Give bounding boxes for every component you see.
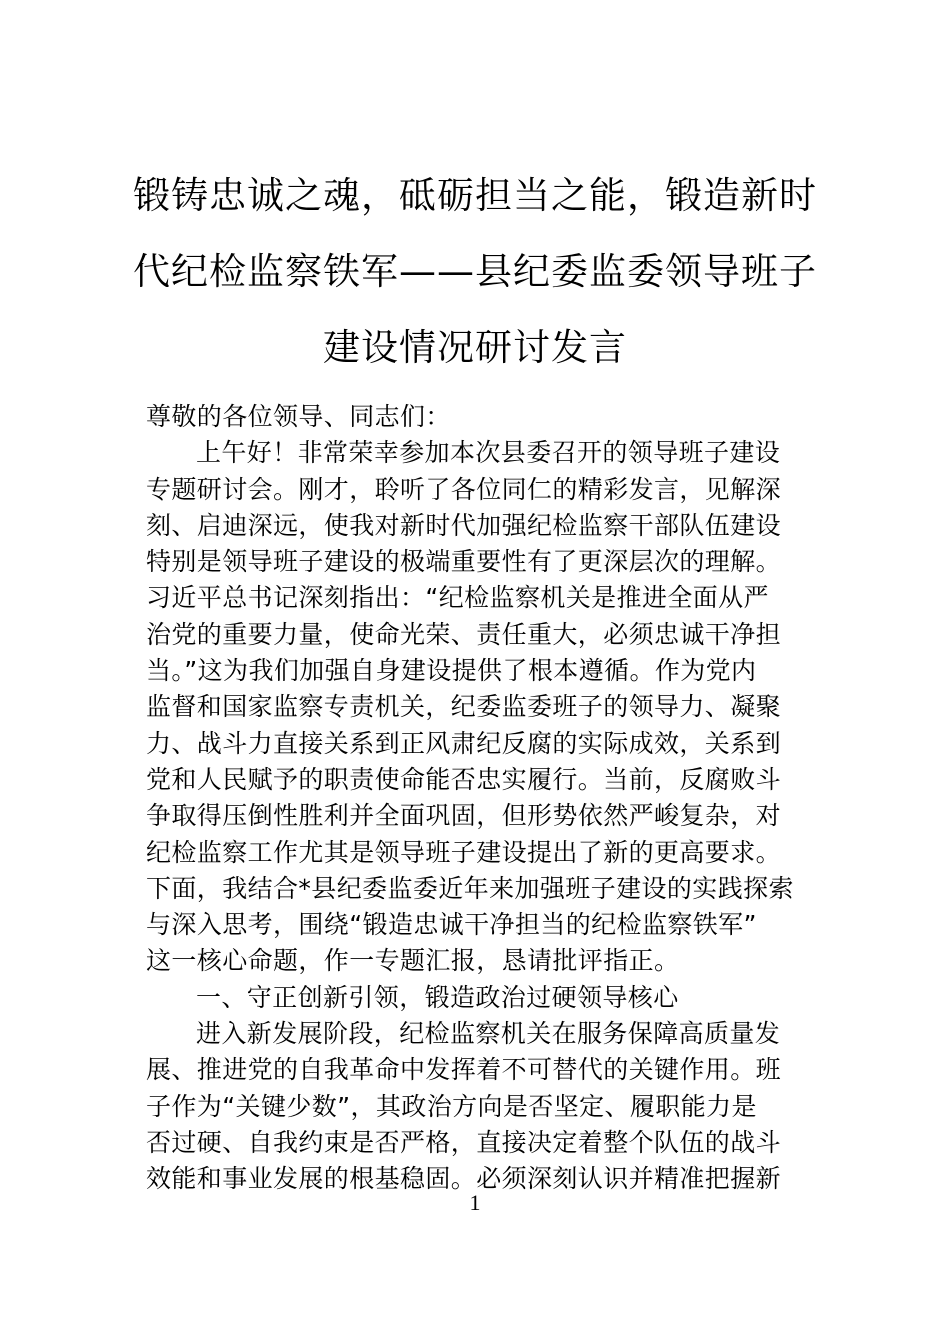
- salutation: 尊敬的各位领导、同志们：: [146, 402, 451, 431]
- paragraph-line: 当。”这为我们加强自身建设提供了根本遵循。作为党内: [146, 656, 757, 686]
- paragraph-line: 这一核心命题，作一专题汇报，恳请批评指正。: [146, 946, 680, 976]
- paragraph-line: 争取得压倒性胜利并全面巩固，但形势依然严峻复杂，对: [146, 801, 782, 831]
- paragraph-line: 监督和国家监察专责机关，纪委监委班子的领导力、凝聚: [146, 692, 782, 722]
- paragraph-line: 刻、启迪深远，使我对新时代加强纪检监察干部队伍建设: [146, 510, 782, 540]
- document-body: [146, 399, 811, 1198]
- page-number: 1: [469, 1190, 481, 1215]
- paragraph-line: 子作为“关键少数”，其政治方向是否坚定、履职能力是: [146, 1091, 757, 1121]
- paragraph-line: 特别是领导班子建设的极端重要性有了更深层次的理解。: [146, 547, 782, 577]
- paragraph-line: 上午好！非常荣幸参加本次县委召开的领导班子建设: [196, 438, 781, 468]
- paragraph-line: 专题研讨会。刚才，聆听了各位同仁的精彩发言，见解深: [146, 474, 782, 504]
- paragraph-line: 展、推进党的自我革命中发挥着不可替代的关键作用。班: [146, 1055, 782, 1085]
- title-line: 锻铸忠诚之魂，砥砺担当之能，锻造新时: [133, 174, 817, 217]
- paragraph-line: 习近平总书记深刻指出：“纪检监察机关是推进全面从严: [146, 583, 769, 613]
- paragraph-line: 治党的重要力量，使命光荣、责任重大，必须忠诚干净担: [146, 619, 782, 649]
- title-line: 代纪检监察铁军——县纪委监委领导班子: [133, 250, 817, 293]
- section-heading: 一、守正创新引领，锻造政治过硬领导核心: [196, 982, 679, 1012]
- paragraph-line: 纪检监察工作尤其是领导班子建设提出了新的更高要求。: [146, 837, 782, 867]
- document-title: [130, 158, 820, 386]
- paragraph-line: 与深入思考，围绕“锻造忠诚干净担当的纪检监察铁军”: [146, 910, 757, 940]
- paragraph-line: 效能和事业发展的根基稳固。必须深刻认识并精准把握新: [146, 1164, 782, 1194]
- paragraph-line: 力、战斗力直接关系到正风肃纪反腐的实际成效，关系到: [146, 728, 782, 758]
- paragraph-line: 党和人民赋予的职责使命能否忠实履行。当前，反腐败斗: [146, 764, 782, 794]
- paragraph-line: 否过硬、自我约束是否严格，直接决定着整个队伍的战斗: [146, 1127, 782, 1157]
- paragraph-line: 进入新发展阶段，纪检监察机关在服务保障高质量发: [196, 1019, 781, 1049]
- title-line: 建设情况研讨发言: [323, 326, 627, 369]
- paragraph-line: 下面，我结合*县纪委监委近年来加强班子建设的实践探索: [146, 873, 794, 903]
